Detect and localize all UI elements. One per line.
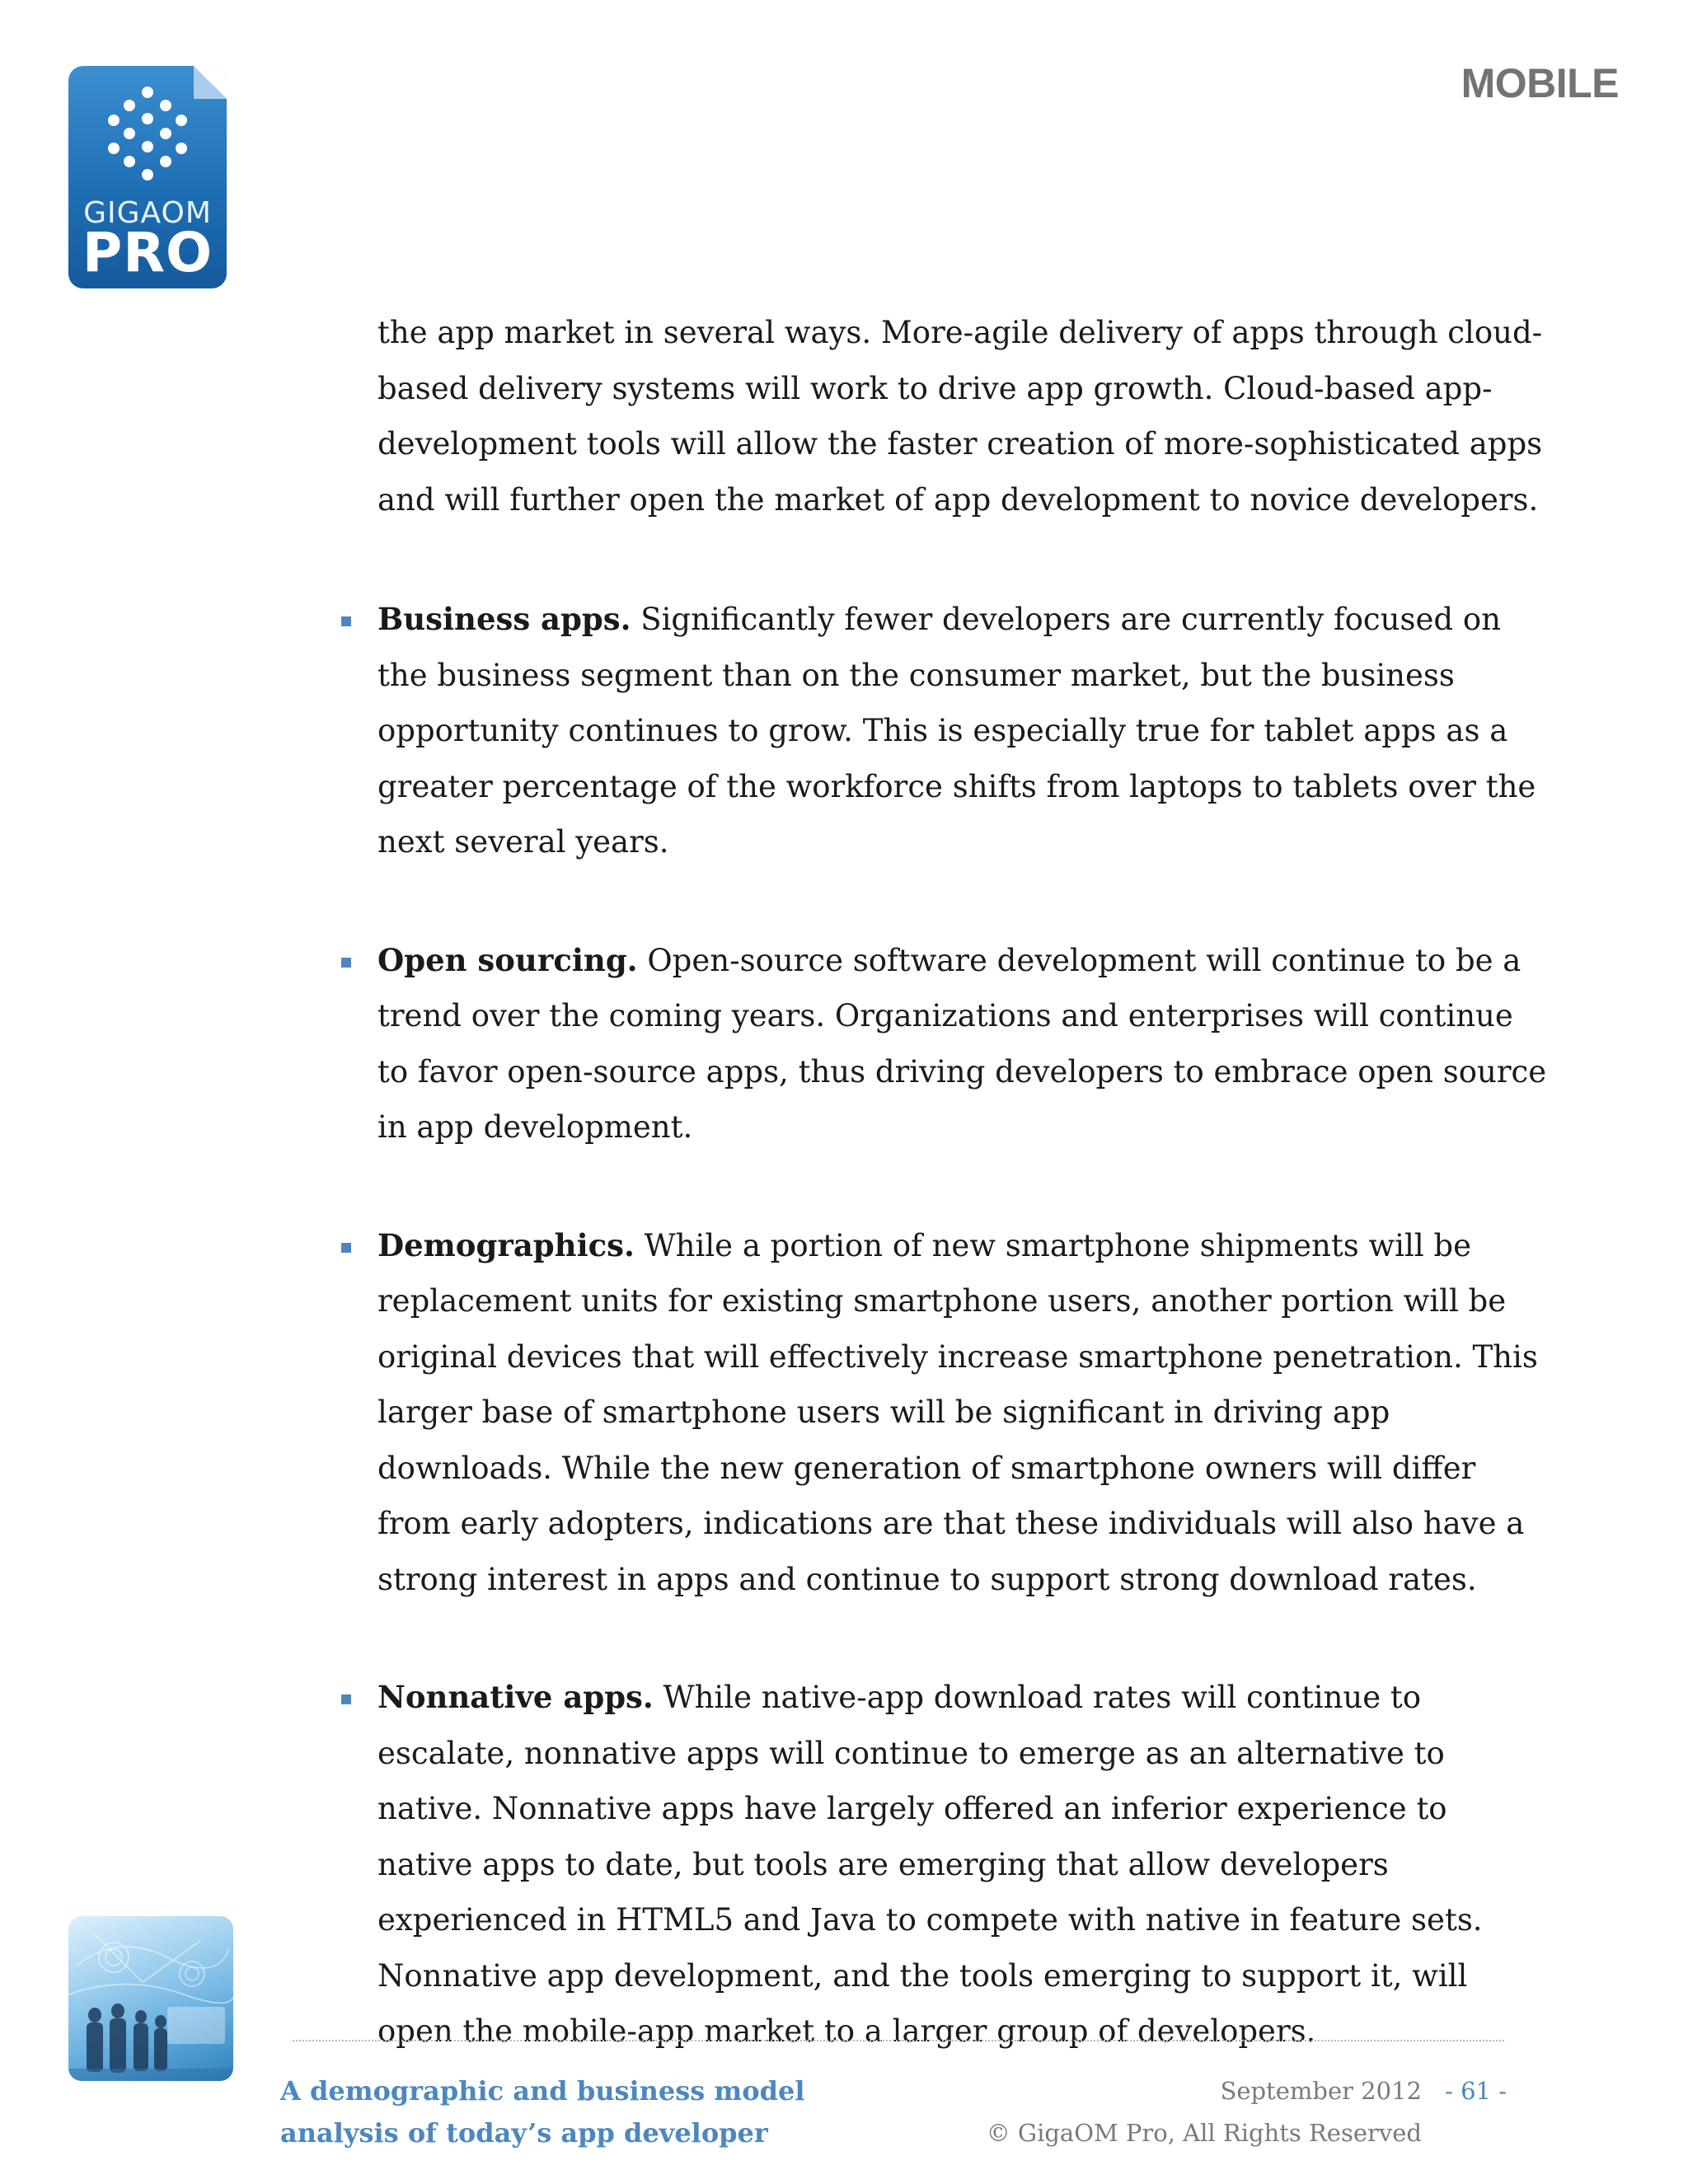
logo-brand-large: PRO [82, 221, 213, 284]
gigaom-pro-logo [68, 66, 227, 288]
list-item [377, 1670, 1548, 2060]
logo-brand-small: GIGAOM [83, 196, 212, 230]
bullet-title: Nonnative apps. [377, 1679, 654, 1715]
bullet-text: While native-app download rates will continue to escalate, nonnative apps will continue to emerge as an alternative to native. Nonnative apps have largely offered an inferior experience to native apps to date, but tools are emerging that allow developers experienced in HTML5 and Java to compete with native in feature sets. Nonnative app development, and the tools emerging to support it, will open the mobile-app market to a larger group of developers. [377, 1680, 1483, 2049]
bullet-title: Demographics. [377, 1226, 635, 1263]
bullet-text: Significantly fewer developers are currently focused on the business segment than on the consumer market, but the business opportunity continues to grow. This is especially true for tablet apps as a greater percentage of the workforce shifts from laptops to tablets over the next several years. [377, 602, 1536, 860]
page-number: - 61 - [1445, 2077, 1507, 2105]
list-item [377, 592, 1548, 870]
section-label: MOBILE [1461, 60, 1619, 106]
report-cover-thumbnail [68, 1916, 233, 2081]
bullet-title: Open sourcing. [377, 941, 638, 978]
bullet-list [377, 592, 1548, 2060]
footer-divider [293, 2040, 1504, 2041]
footer-report-title [280, 2070, 805, 2154]
list-item [377, 933, 1548, 1155]
dots-icon [68, 82, 227, 198]
bullet-square-icon [341, 958, 351, 968]
list-item [377, 1218, 1548, 1608]
footer-date: September 2012 [1220, 2077, 1422, 2105]
bullet-square-icon [341, 1243, 351, 1253]
bullet-square-icon [341, 616, 351, 626]
business-people-image [68, 1916, 233, 2081]
body-content [377, 305, 1548, 2122]
bullet-text: Open-source software development will continue to be a trend over the coming years. Organizations and enterprises will continue to favor open-source apps, thus driving developers to embrace open source in app development. [377, 942, 1547, 1145]
footer-copyright: © GigaOM Pro, All Rights Reserved [986, 2119, 1422, 2147]
footer-title-line: A demographic and business model [280, 2075, 805, 2107]
bullet-square-icon [341, 1694, 351, 1704]
bullet-text: While a portion of new smartphone shipments will be replacement units for existing smartphone users, another portion will be original devices that will effectively increase smartphone penetration. This larger base of smartphone users will be significant in driving app downloads. While the new generation of smartphone owners will differ from early adopters, indications are that these individuals will also have a strong interest in apps and continue to support strong download rates. [377, 1227, 1538, 1597]
footer-title-line: analysis of today’s app developer [280, 2117, 768, 2149]
intro-paragraph: the app market in several ways. More-agile delivery of apps through cloud-based delivery systems will work to drive app growth. Cloud-based app-development tools will allow the faster creation of more-sophisticated apps and will further open the market of app development to novice developers. [377, 315, 1543, 518]
bullet-title: Business apps. [377, 601, 631, 637]
